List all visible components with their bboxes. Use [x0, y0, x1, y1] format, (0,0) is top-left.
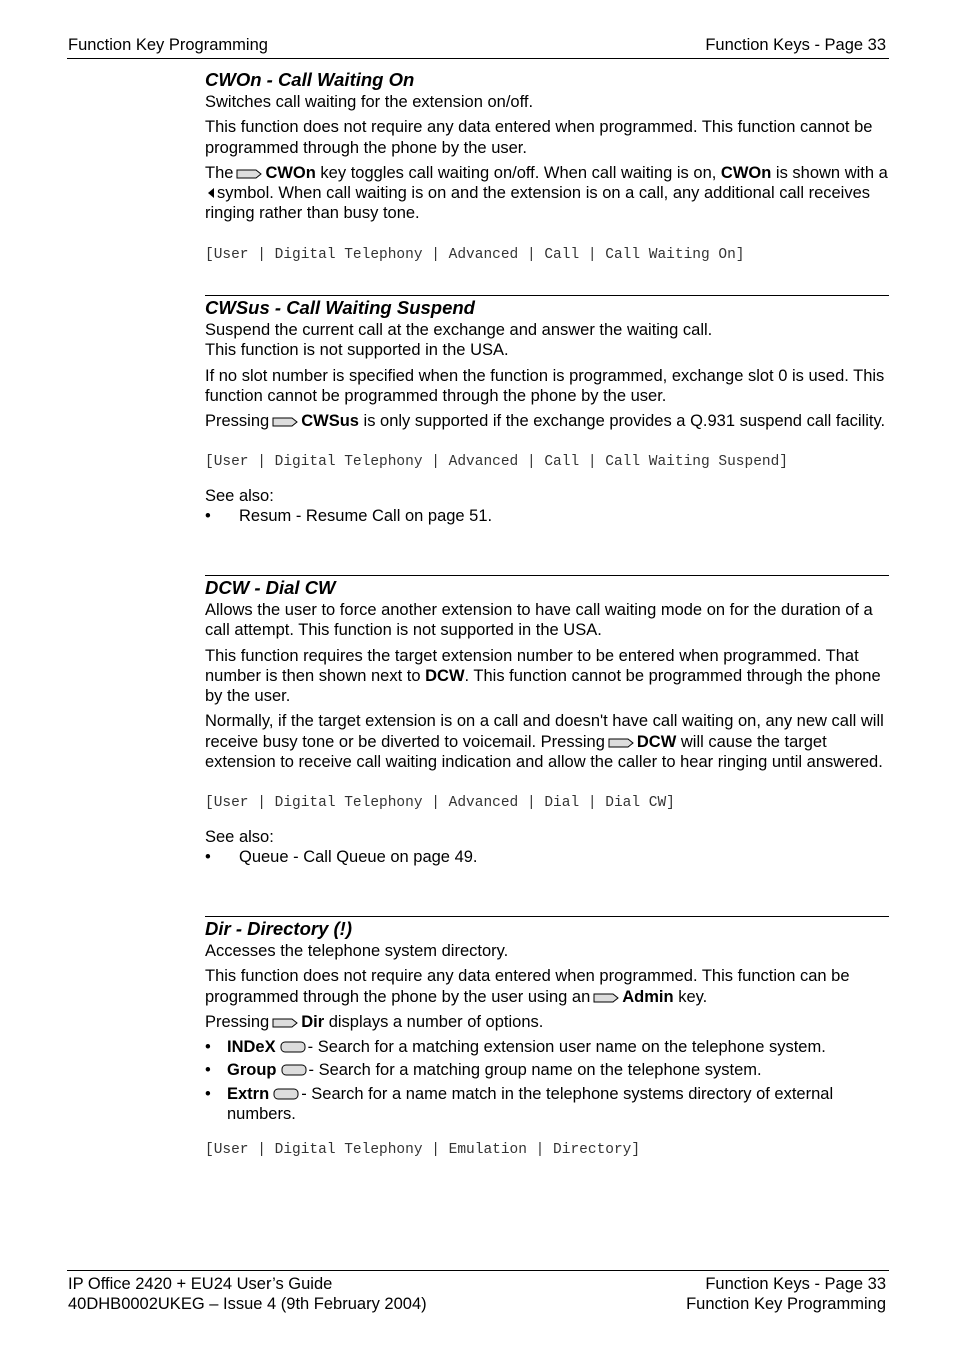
see-also-label: See also: [205, 828, 274, 847]
option-text: - Search for a matching group name on the telephone system. [308, 1061, 762, 1080]
paragraph: Suspend the current call at the exchange and answer the waiting call. [205, 321, 713, 339]
function-key-icon [608, 738, 634, 748]
section-dcw [205, 575, 889, 916]
paragraph: Switches call waiting for the extension on/off. [205, 93, 534, 111]
section-cwon [205, 68, 889, 295]
paragraph [205, 646, 889, 707]
key-name: DCW [425, 666, 465, 685]
menu-path: [User | Digital Telephony | Advanced | Call | Call Waiting Suspend] [205, 454, 788, 471]
key-name: Dir [301, 1012, 325, 1031]
key-name: CWOn [720, 163, 772, 182]
option-text: - Search for a name match in the telephone systems directory of external numbers. [227, 1084, 834, 1124]
text: key toggles call waiting on/off. When call waiting is on, [315, 163, 721, 182]
function-key-icon [236, 169, 262, 179]
section-title: CWSus - Call Waiting Suspend [205, 297, 475, 318]
list-item [205, 1060, 889, 1080]
left-arrow-icon [208, 188, 214, 198]
paragraph [205, 163, 889, 224]
paragraph: If no slot number is specified when the function is programmed, exchange slot 0 is used. This function cannot be programmed through the phone by the user. [205, 366, 885, 405]
footer-right-2: Function Key Programming [686, 1295, 886, 1313]
text: . This function cannot be programmed through the phone by the user. [205, 666, 881, 706]
text: will cause the target extension to receive call waiting indication and allow the caller to hear ringing until answered. [205, 732, 883, 772]
header-right: Function Keys - Page 33 [705, 36, 886, 54]
soft-key-icon [273, 1088, 299, 1100]
paragraph [205, 1012, 889, 1032]
key-name: CWSus [301, 412, 359, 431]
text: Pressing [205, 412, 270, 431]
footer-right-1: Function Keys - Page 33 [705, 1275, 886, 1293]
paragraph [205, 711, 889, 772]
key-name: Admin [622, 987, 674, 1006]
menu-path: [User | Digital Telephony | Advanced | Dial | Dial CW] [205, 795, 675, 812]
footer-left-1: IP Office 2420 + EU24 User’s Guide [68, 1275, 333, 1293]
section-title: CWOn - Call Waiting On [205, 69, 415, 90]
function-key-icon [272, 1018, 298, 1028]
paragraph [205, 966, 889, 1007]
footer-row [67, 1294, 889, 1314]
text: Pressing [205, 1012, 270, 1031]
paragraph: Accesses the telephone system directory. [205, 942, 509, 960]
section-dir [205, 916, 889, 1160]
option-text: - Search for a matching extension user name on the telephone system. [307, 1038, 826, 1057]
page-footer [67, 1270, 889, 1314]
option-label: Group [227, 1061, 277, 1080]
key-name: DCW [636, 732, 677, 751]
soft-key-icon [280, 1041, 306, 1053]
text: The [205, 163, 234, 182]
function-key-icon [593, 993, 619, 1003]
section-cwsus [205, 295, 889, 575]
paragraph [205, 411, 889, 431]
list-item: • Queue - Call Queue on page 49. [205, 847, 889, 867]
option-label: Extrn [227, 1084, 270, 1103]
see-also-list [205, 506, 889, 526]
function-key-icon [272, 417, 298, 427]
see-also-list [205, 847, 889, 867]
list-item: • Resum - Resume Call on page 51. [205, 506, 889, 526]
header-left: Function Key Programming [68, 36, 268, 54]
section-title: Dir - Directory (!) [205, 918, 352, 939]
text: displays a number of options. [324, 1012, 544, 1031]
text: This function requires the target extension number to be entered when programmed. That number is then shown next to [205, 646, 859, 685]
footer-row [67, 1274, 889, 1294]
key-name: CWOn [265, 163, 316, 182]
directory-options-list [205, 1037, 889, 1124]
menu-path: [User | Digital Telephony | Advanced | Call | Call Waiting On] [205, 246, 745, 263]
text: is only supported if the exchange provides a Q.931 suspend call facility. [358, 412, 886, 431]
section-title: DCW - Dial CW [205, 577, 336, 598]
paragraph: This function is not supported in the USA. [205, 341, 509, 360]
list-item [205, 1084, 889, 1125]
option-label: INDeX [227, 1038, 276, 1057]
soft-key-icon [281, 1064, 307, 1076]
text: This function does not require any data entered when programmed. This function can be programmed through the phone by the user using an [205, 967, 850, 1006]
footer-left-2: 40DHB0002UKEG – Issue 4 (9th February 2004) [68, 1295, 427, 1313]
see-also-label: See also: [205, 487, 274, 506]
menu-path: [User | Digital Telephony | Emulation | Directory] [205, 1142, 641, 1159]
paragraph: Allows the user to force another extension to have call waiting mode on for the duration of a call attempt. This function is not supported in the USA. [205, 601, 873, 640]
list-item [205, 1037, 889, 1057]
page-header [67, 36, 889, 59]
text: key. [673, 987, 708, 1006]
text: Normally, if the target extension is on a call and doesn't have call waiting on, any new call will receive busy tone or be diverted to voicemail. Pressing [205, 712, 884, 751]
text: is shown with a [771, 163, 888, 182]
paragraph: This function does not require any data entered when programmed. This function cannot be programmed through the phone by the user. [205, 118, 873, 157]
page-content [205, 68, 889, 1160]
text: symbol. When call waiting is on and the extension is on a call, any additional call receives ringing rather than busy tone. [205, 184, 871, 223]
